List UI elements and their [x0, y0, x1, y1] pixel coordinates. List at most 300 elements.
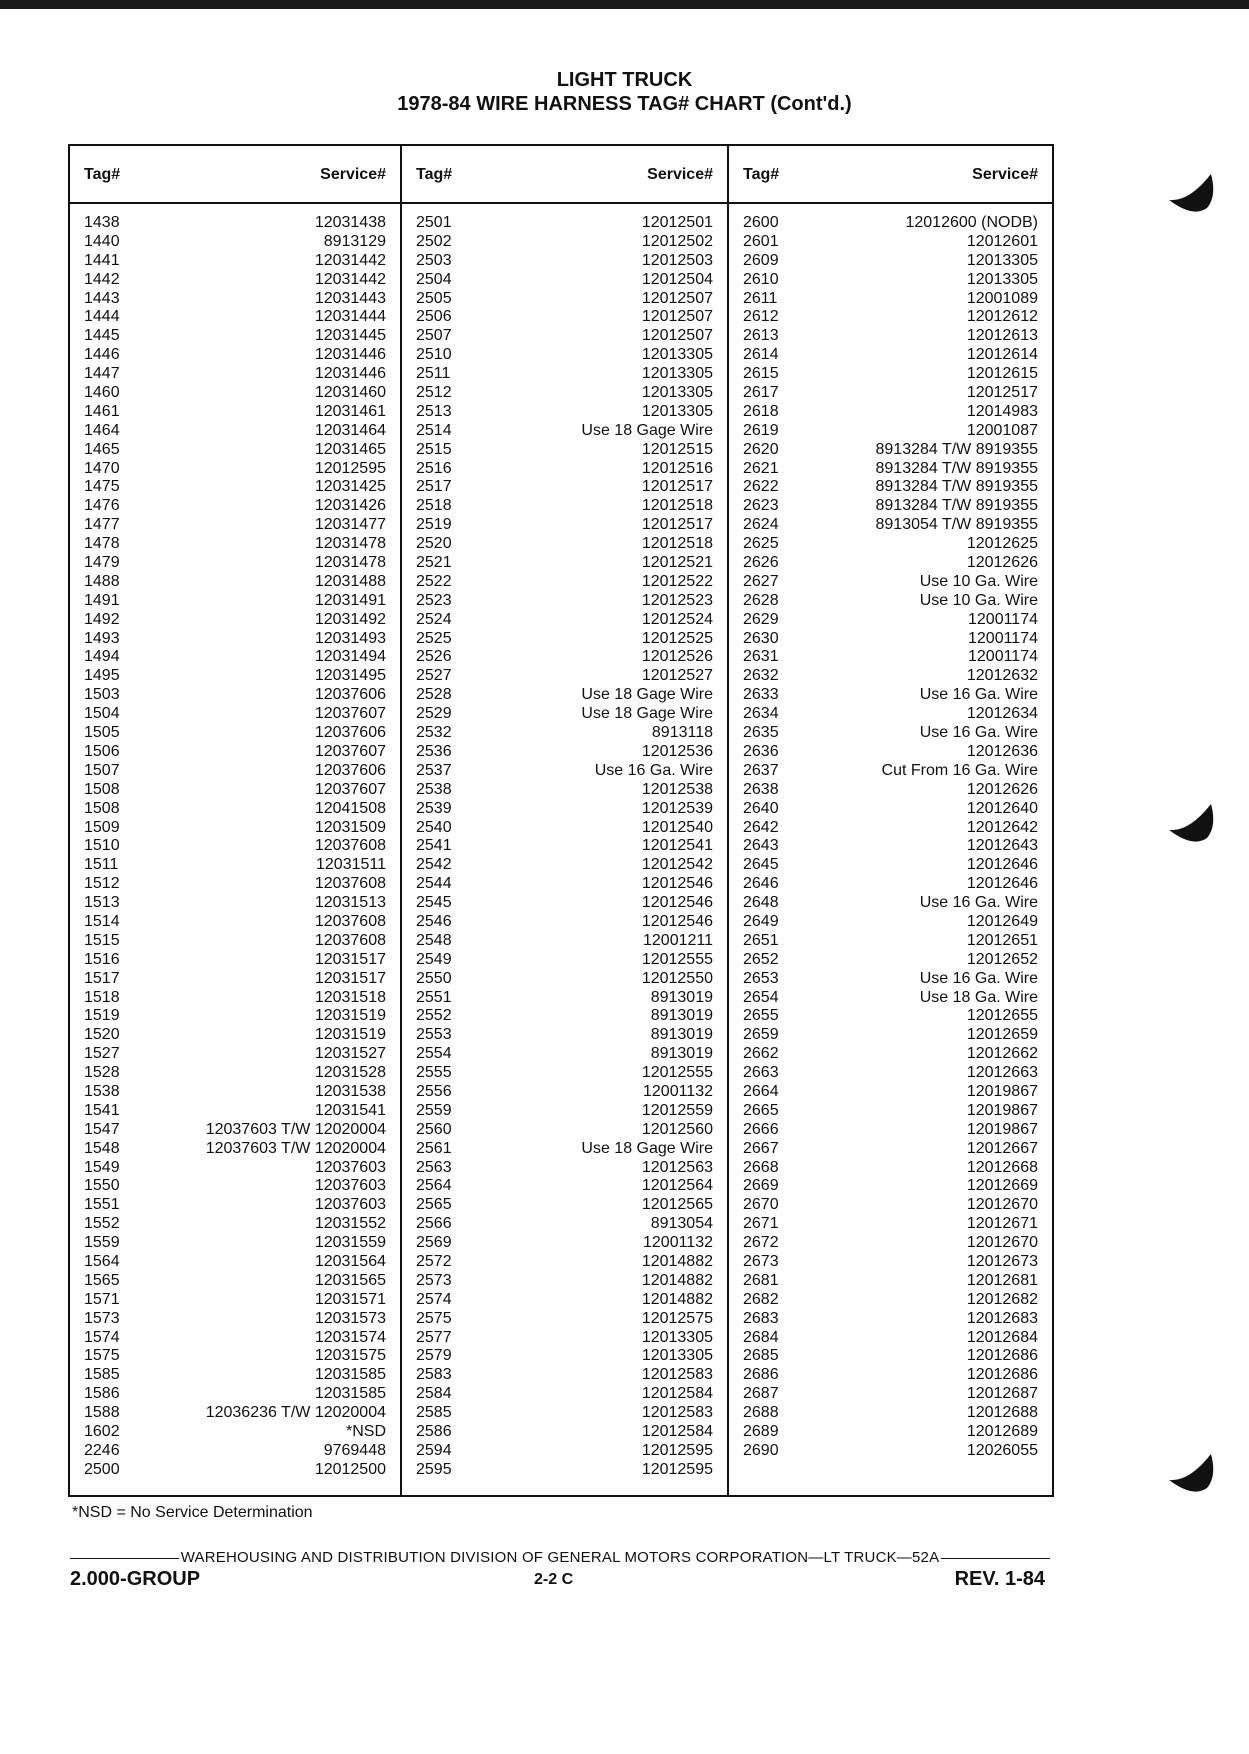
table-row	[402, 875, 727, 894]
service-number: 12014983	[966, 402, 1038, 420]
table-row	[729, 819, 1052, 838]
tag-number: 2532	[416, 724, 452, 742]
service-number: 12012663	[966, 1064, 1038, 1082]
table-row	[402, 743, 727, 762]
tag-number: 2503	[416, 251, 452, 269]
table-row	[402, 724, 727, 743]
table-row	[402, 611, 727, 630]
tag-number: 2538	[416, 780, 452, 798]
service-number: 12013305	[641, 402, 713, 420]
table-row	[729, 497, 1052, 516]
table-row	[70, 762, 400, 781]
table-row	[402, 1423, 727, 1442]
tag-number: 2512	[416, 384, 452, 402]
tag-number: 1585	[84, 1366, 120, 1384]
table-row	[402, 384, 727, 403]
service-number: 8913284 T/W 8919355	[875, 478, 1038, 496]
table-row	[70, 1007, 400, 1026]
table-row	[402, 1272, 727, 1291]
table-row	[729, 460, 1052, 479]
table-row	[70, 384, 400, 403]
service-number: 12037607	[314, 742, 386, 760]
table-row	[70, 1366, 400, 1385]
table-row	[402, 648, 727, 667]
table-row	[729, 365, 1052, 384]
table-row	[402, 308, 727, 327]
table-row	[402, 1310, 727, 1329]
table-row	[729, 762, 1052, 781]
service-number: 12031443	[314, 289, 386, 307]
tag-number: 2651	[743, 931, 779, 949]
table-row	[729, 781, 1052, 800]
tag-number: 2617	[743, 384, 779, 402]
table-row	[729, 970, 1052, 989]
tag-number: 2575	[416, 1309, 452, 1327]
table-row	[70, 403, 400, 422]
footer-group: 2.000-GROUP	[70, 1568, 201, 1590]
table-row	[729, 667, 1052, 686]
table-row	[402, 346, 727, 365]
footnote: *NSD = No Service Determination	[72, 1504, 313, 1521]
tag-number: 2569	[416, 1234, 452, 1252]
tag-column-heading: Tag#	[416, 166, 453, 183]
table-row	[729, 1329, 1052, 1348]
tag-number: 2659	[743, 1026, 779, 1044]
service-number: 12031552	[314, 1215, 386, 1233]
table-row	[70, 1196, 400, 1215]
tag-number: 2552	[416, 1007, 452, 1025]
tag-number: 2645	[743, 856, 779, 874]
table-row	[402, 1121, 727, 1140]
table-row	[402, 365, 727, 384]
service-number: 12019867	[966, 1082, 1038, 1100]
service-number: 12031444	[314, 308, 386, 326]
service-number: 12012670	[966, 1234, 1038, 1252]
table-row	[729, 1442, 1052, 1461]
service-number: 12012643	[966, 837, 1038, 855]
service-number: 12001174	[968, 629, 1038, 647]
service-number: 12031517	[314, 969, 386, 987]
tag-number: 2601	[743, 232, 779, 250]
tag-number: 1550	[84, 1177, 120, 1195]
service-number: 12031527	[314, 1045, 386, 1063]
table-row	[70, 1234, 400, 1253]
table-row	[70, 1404, 400, 1423]
service-number: 12012546	[641, 912, 713, 930]
table-row	[402, 233, 727, 252]
tag-number: 2687	[743, 1385, 779, 1403]
tag-number: 1508	[84, 780, 120, 798]
service-number: 12012615	[966, 365, 1038, 383]
service-number: 12012500	[314, 1460, 386, 1478]
table-row	[402, 837, 727, 856]
service-number: 12012612	[966, 308, 1038, 326]
table-row	[70, 554, 400, 573]
table-row	[729, 1196, 1052, 1215]
tag-number: 1479	[84, 554, 120, 572]
service-number: 8913019	[650, 988, 713, 1006]
tag-number: 1511	[84, 856, 119, 874]
table-row	[729, 1159, 1052, 1178]
binder-hole-icon	[1167, 1452, 1215, 1498]
tag-number: 2586	[416, 1423, 452, 1440]
tag-number: 1504	[84, 705, 120, 723]
table-row	[402, 441, 727, 460]
service-number: 12037607	[314, 705, 386, 723]
tag-number: 2629	[743, 610, 779, 628]
tag-number: 1478	[84, 535, 120, 553]
tag-number: 2623	[743, 497, 779, 515]
table-row	[402, 1234, 727, 1253]
service-number: 12031438	[314, 214, 386, 231]
table-row	[70, 1385, 400, 1404]
page-header	[0, 68, 1249, 116]
service-number: 12012614	[966, 346, 1038, 364]
table-row	[70, 951, 400, 970]
table-row	[402, 422, 727, 441]
table-row	[729, 1177, 1052, 1196]
tag-number: 2529	[416, 705, 452, 723]
service-number: 8913054 T/W 8919355	[875, 516, 1038, 534]
table-row	[70, 648, 400, 667]
service-number: 12014882	[641, 1252, 713, 1270]
service-number: Use 10 Ga. Wire	[919, 572, 1038, 590]
footer-division-text: WAREHOUSING AND DISTRIBUTION DIVISION OF GENERAL MOTORS CORPORATION—LT TRUCK—52A	[180, 1549, 940, 1566]
tag-number: 2672	[743, 1234, 779, 1252]
service-number: 12037608	[314, 875, 386, 893]
service-number: 12031495	[314, 667, 386, 685]
table-row	[729, 403, 1052, 422]
table-row	[729, 1102, 1052, 1121]
service-number: 12012668	[966, 1158, 1038, 1176]
footer-rule-left	[70, 1558, 179, 1559]
tag-number: 2627	[743, 572, 779, 590]
tag-number: 2632	[743, 667, 779, 685]
service-number: 12012683	[966, 1309, 1038, 1327]
tag-number: 2553	[416, 1026, 452, 1044]
column-header	[70, 146, 400, 204]
tag-number: 1505	[84, 724, 120, 742]
table-row	[402, 762, 727, 781]
tag-number: 1506	[84, 742, 120, 760]
table-row	[70, 705, 400, 724]
tag-number: 2688	[743, 1404, 779, 1422]
tag-number: 1441	[84, 251, 120, 269]
footer-rule-right	[941, 1558, 1050, 1559]
tag-number: 2537	[416, 761, 452, 779]
table-row	[729, 856, 1052, 875]
table-row	[402, 1385, 727, 1404]
tag-number: 1564	[84, 1252, 120, 1270]
tag-number: 2246	[84, 1441, 120, 1459]
service-number: 12012516	[641, 459, 713, 477]
tag-number: 2609	[743, 251, 779, 269]
service-number: Use 18 Gage Wire	[581, 1139, 713, 1157]
service-number: 12037603 T/W 12020004	[205, 1120, 386, 1138]
page-title: LIGHT TRUCK	[556, 69, 693, 91]
table-row	[70, 460, 400, 479]
service-number: 12012671	[966, 1215, 1038, 1233]
table-row	[402, 1404, 727, 1423]
tag-number: 2545	[416, 894, 452, 912]
service-number: 12012521	[641, 554, 713, 572]
tag-number: 1541	[84, 1101, 120, 1119]
tag-number: 2622	[743, 478, 779, 496]
table-row	[729, 837, 1052, 856]
table-row	[70, 441, 400, 460]
table-row	[70, 611, 400, 630]
table-column-1	[70, 146, 400, 1495]
table-row	[729, 346, 1052, 365]
tag-number: 1551	[84, 1196, 120, 1214]
tag-number: 2511	[416, 365, 451, 383]
tag-number: 1507	[84, 761, 120, 779]
service-number: 12012689	[966, 1423, 1038, 1440]
table-row	[70, 913, 400, 932]
service-number: 12012583	[641, 1404, 713, 1422]
service-number: 12001087	[966, 421, 1038, 439]
table-row	[402, 970, 727, 989]
table-row	[402, 554, 727, 573]
table-row	[70, 856, 400, 875]
tag-number: 1518	[84, 988, 120, 1006]
tag-number: 2595	[416, 1460, 452, 1478]
table-row	[70, 1423, 400, 1442]
service-number: 12037603 T/W 12020004	[205, 1139, 386, 1157]
table-row	[70, 592, 400, 611]
service-number: 12012670	[966, 1196, 1038, 1214]
table-row	[70, 346, 400, 365]
table-row	[402, 290, 727, 309]
table-row	[402, 516, 727, 535]
service-number: Use 16 Ga. Wire	[919, 969, 1038, 987]
tag-number: 1512	[84, 875, 120, 893]
service-number: 12012523	[641, 591, 713, 609]
service-number: 12031426	[314, 497, 386, 515]
tag-number: 1477	[84, 516, 120, 534]
table-row	[402, 497, 727, 516]
service-number: 12012655	[966, 1007, 1038, 1025]
tag-number: 1574	[84, 1328, 120, 1346]
table-row	[729, 913, 1052, 932]
service-number: 12012684	[966, 1328, 1038, 1346]
service-number: 12001174	[968, 648, 1038, 666]
tag-number: 1509	[84, 818, 120, 836]
tag-number: 2619	[743, 421, 779, 439]
tag-number: 2572	[416, 1252, 452, 1270]
tag-number: 2634	[743, 705, 779, 723]
binder-hole-icon	[1167, 172, 1215, 218]
tag-number: 2561	[416, 1139, 452, 1157]
service-number: 12031574	[314, 1328, 386, 1346]
service-number: 12037603	[314, 1196, 386, 1214]
table-row	[402, 592, 727, 611]
service-number: 12031519	[314, 1026, 386, 1044]
service-number: 12012652	[966, 950, 1038, 968]
tag-number: 2579	[416, 1347, 452, 1365]
tag-number: 2682	[743, 1290, 779, 1308]
tag-number: 2583	[416, 1366, 452, 1384]
tag-column-heading: Tag#	[84, 166, 121, 183]
service-number: 12031519	[314, 1007, 386, 1025]
table-row	[70, 970, 400, 989]
service-number: 12001089	[966, 289, 1038, 307]
service-number: 12037603	[314, 1158, 386, 1176]
column-rows	[729, 204, 1052, 1461]
service-number: 12031538	[314, 1082, 386, 1100]
table-row	[402, 403, 727, 422]
service-number: *NSD	[345, 1423, 386, 1440]
tag-number: 2504	[416, 270, 452, 288]
tag-number: 2507	[416, 327, 452, 345]
tag-column-heading: Tag#	[743, 166, 780, 183]
table-row	[729, 1385, 1052, 1404]
tag-number: 2522	[416, 572, 452, 590]
service-number: 12031491	[314, 591, 386, 609]
table-row	[729, 951, 1052, 970]
table-row	[729, 1215, 1052, 1234]
tag-number: 2546	[416, 912, 452, 930]
tag-number: 1476	[84, 497, 120, 515]
table-row	[70, 1140, 400, 1159]
table-row	[402, 1253, 727, 1272]
service-number: 12012681	[966, 1271, 1038, 1289]
service-number: 12012626	[966, 554, 1038, 572]
tag-number: 2620	[743, 440, 779, 458]
tag-number: 2540	[416, 818, 452, 836]
service-number: 12012503	[641, 251, 713, 269]
service-number: 12013305	[966, 251, 1038, 269]
tag-number: 1514	[84, 912, 120, 930]
service-number: 12031513	[314, 894, 386, 912]
table-row	[70, 667, 400, 686]
service-number: 12012524	[641, 610, 713, 628]
service-number: 12012525	[641, 629, 713, 647]
table-row	[70, 1347, 400, 1366]
table-row	[729, 630, 1052, 649]
tag-number: 2628	[743, 591, 779, 609]
service-number: 12012546	[641, 875, 713, 893]
tag-number: 2519	[416, 516, 452, 534]
service-number: 12031492	[314, 610, 386, 628]
tag-number: 2665	[743, 1101, 779, 1119]
tag-number: 1510	[84, 837, 120, 855]
tag-number: 1528	[84, 1064, 120, 1082]
tag-number: 1488	[84, 572, 120, 590]
table-row	[729, 648, 1052, 667]
table-row	[70, 819, 400, 838]
tag-number: 1588	[84, 1404, 120, 1422]
table-row	[70, 233, 400, 252]
service-number: 12012575	[641, 1309, 713, 1327]
tag-number: 1447	[84, 365, 120, 383]
table-row	[402, 1045, 727, 1064]
tag-number: 1444	[84, 308, 120, 326]
tag-number: 2555	[416, 1064, 452, 1082]
tag-number: 2525	[416, 629, 452, 647]
tag-number: 2633	[743, 686, 779, 704]
tag-number: 2624	[743, 516, 779, 534]
table-row	[402, 667, 727, 686]
service-number: 12031575	[314, 1347, 386, 1365]
table-row	[729, 1007, 1052, 1026]
tag-number: 1571	[84, 1290, 120, 1308]
tag-number: 2635	[743, 724, 779, 742]
service-number: 12012632	[966, 667, 1038, 685]
service-number: 12001132	[643, 1082, 713, 1100]
service-number: 12012646	[966, 875, 1038, 893]
service-number: 12019867	[966, 1101, 1038, 1119]
table-row	[402, 1083, 727, 1102]
tag-number: 2573	[416, 1271, 452, 1289]
service-number: 12012565	[641, 1196, 713, 1214]
tag-number: 2585	[416, 1404, 452, 1422]
table-column-3	[727, 146, 1052, 1495]
table-row	[402, 1159, 727, 1178]
service-number: 12012640	[966, 799, 1038, 817]
tag-number: 2671	[743, 1215, 779, 1233]
tag-number: 2637	[743, 761, 779, 779]
service-number: 12037606	[314, 724, 386, 742]
footer-division-line	[70, 1549, 1050, 1566]
table-row	[402, 478, 727, 497]
table-row	[402, 1196, 727, 1215]
tag-number: 2689	[743, 1423, 779, 1440]
tag-number: 2673	[743, 1252, 779, 1270]
table-row	[402, 535, 727, 554]
service-number: 12012536	[641, 742, 713, 760]
tag-number: 2668	[743, 1158, 779, 1176]
tag-number: 2500	[84, 1460, 120, 1478]
tag-number: 2564	[416, 1177, 452, 1195]
tag-number: 2560	[416, 1120, 452, 1138]
table-row	[402, 1064, 727, 1083]
service-number: 12012625	[966, 535, 1038, 553]
table-row	[70, 686, 400, 705]
table-row	[729, 1121, 1052, 1140]
table-row	[729, 1045, 1052, 1064]
tag-number: 2520	[416, 535, 452, 553]
service-number: 12012584	[641, 1385, 713, 1403]
tag-number: 1538	[84, 1082, 120, 1100]
tag-number: 2662	[743, 1045, 779, 1063]
service-number: Use 18 Gage Wire	[581, 705, 713, 723]
tag-number: 2631	[743, 648, 779, 666]
service-number: 12031477	[314, 516, 386, 534]
tag-number: 2653	[743, 969, 779, 987]
table-row	[70, 214, 400, 233]
tag-number: 2506	[416, 308, 452, 326]
service-number: 12012518	[641, 497, 713, 515]
service-number: Use 18 Ga. Wire	[919, 988, 1038, 1006]
table-row	[70, 1102, 400, 1121]
service-number: 12012669	[966, 1177, 1038, 1195]
tag-number: 1475	[84, 478, 120, 496]
service-number: 12012686	[966, 1366, 1038, 1384]
service-number: 12012539	[641, 799, 713, 817]
table-row	[729, 989, 1052, 1008]
tag-number: 2664	[743, 1082, 779, 1100]
service-number: 12031460	[314, 384, 386, 402]
service-number: 12012600 (NODB)	[905, 214, 1038, 231]
table-row	[70, 422, 400, 441]
table-column-2	[400, 146, 727, 1495]
tag-number: 1465	[84, 440, 120, 458]
tag-number: 2636	[743, 742, 779, 760]
table-row	[729, 233, 1052, 252]
service-number: 12012662	[966, 1045, 1038, 1063]
service-number: 12012540	[641, 818, 713, 836]
